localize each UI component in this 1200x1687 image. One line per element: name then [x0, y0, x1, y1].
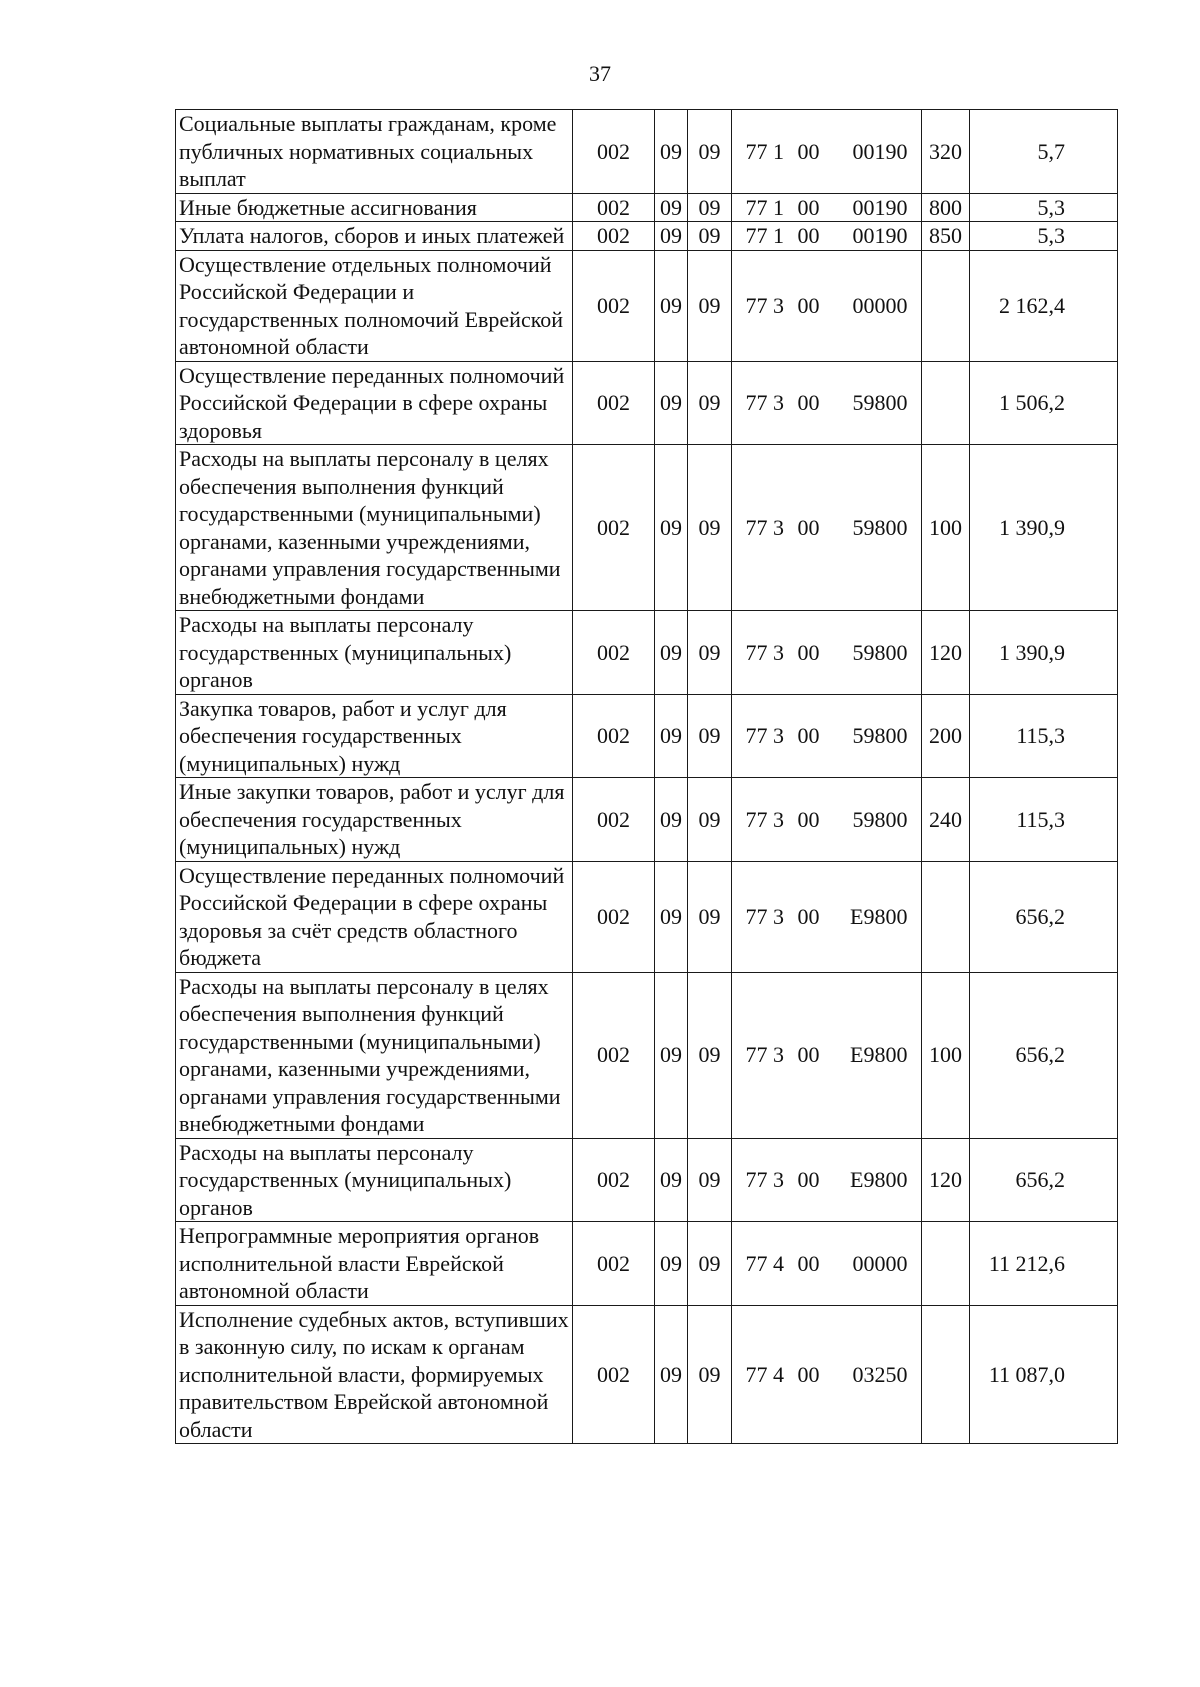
target-article-subprogram: 3 [773, 639, 784, 665]
subsection-code-cell: 09 [688, 611, 732, 695]
target-article-program: 77 [745, 639, 768, 665]
target-article-program: 77 [745, 223, 768, 248]
amount-cell: 656,2 [970, 972, 1118, 1138]
amount-cell: 5,7 [970, 110, 1118, 194]
target-article-direction: Е9800 [850, 1167, 908, 1192]
section-code-cell: 09 [655, 110, 688, 194]
ministry-code-cell: 002 [573, 611, 655, 695]
table-row [176, 1305, 1118, 1444]
target-article-subprogram: 3 [773, 390, 784, 415]
target-article-main-event: 00 [797, 1250, 820, 1276]
expense-name-cell: Закупка товаров, работ и услуг для обеспечения государственных (муниципальных) нужд [176, 694, 573, 778]
target-article-subprogram: 3 [773, 1042, 784, 1068]
table-row [176, 1138, 1118, 1222]
ministry-code-cell: 002 [573, 694, 655, 778]
subsection-code-cell: 09 [688, 694, 732, 778]
amount-cell: 5,3 [970, 193, 1118, 222]
ministry-code-cell: 002 [573, 1222, 655, 1306]
expense-type-cell [922, 1305, 970, 1444]
table-row [176, 778, 1118, 862]
target-article-subprogram: 4 [773, 1250, 784, 1276]
target-article-program: 77 [745, 138, 768, 164]
expense-name-cell: Осуществление переданных полномочий Российской Федерации в сфере охраны здоровья [176, 361, 573, 445]
expense-name-cell: Непрограммные мероприятия органов исполнительной власти Еврейской автономной области [176, 1222, 573, 1306]
section-code-cell: 09 [655, 972, 688, 1138]
target-article-direction: Е9800 [850, 903, 908, 929]
table-row [176, 861, 1118, 972]
ministry-code-cell: 002 [573, 778, 655, 862]
target-article-program: 77 [745, 903, 768, 929]
target-article-direction: 00000 [852, 292, 908, 318]
subsection-code-cell: 09 [688, 193, 732, 222]
target-article-program: 77 [745, 1361, 768, 1387]
table-row [176, 110, 1118, 194]
target-article-main-event: 00 [797, 806, 820, 832]
target-article-main-event: 00 [797, 138, 820, 164]
target-article-subprogram: 1 [773, 194, 784, 220]
expense-name-cell: Социальные выплаты гражданам, кроме публичных нормативных социальных выплат [176, 110, 573, 194]
amount-cell: 5,3 [970, 222, 1118, 251]
ministry-code-cell: 002 [573, 445, 655, 611]
target-article-direction: 00190 [852, 223, 908, 248]
ministry-code-cell: 002 [573, 110, 655, 194]
ministry-code-cell: 002 [573, 250, 655, 361]
expense-type-cell: 120 [922, 611, 970, 695]
target-article-main-event: 00 [797, 639, 820, 665]
target-article-cell [732, 193, 922, 222]
section-code-cell: 09 [655, 361, 688, 445]
target-article-direction: 00190 [852, 138, 908, 164]
target-article-direction: Е9800 [850, 1042, 908, 1068]
budget-table [175, 109, 1118, 1444]
ministry-code-cell: 002 [573, 361, 655, 445]
expense-type-cell: 100 [922, 972, 970, 1138]
table-row [176, 361, 1118, 445]
expense-name-cell: Осуществление отдельных полномочий Российской Федерации и государственных полномочий Еврейской автономной области [176, 250, 573, 361]
subsection-code-cell: 09 [688, 861, 732, 972]
target-article-cell [732, 110, 922, 194]
section-code-cell: 09 [655, 778, 688, 862]
table-body [176, 110, 1118, 1444]
target-article-main-event: 00 [797, 723, 820, 748]
amount-cell: 656,2 [970, 1138, 1118, 1222]
expense-type-cell: 850 [922, 222, 970, 251]
target-article-program: 77 [745, 723, 768, 748]
amount-cell: 1 390,9 [970, 445, 1118, 611]
target-article-cell [732, 611, 922, 695]
table-row [176, 611, 1118, 695]
amount-cell: 1 390,9 [970, 611, 1118, 695]
target-article-main-event: 00 [797, 1361, 820, 1387]
target-article-cell [732, 778, 922, 862]
table-row [176, 445, 1118, 611]
table-row [176, 193, 1118, 222]
target-article-program: 77 [745, 1250, 768, 1276]
ministry-code-cell: 002 [573, 193, 655, 222]
target-article-main-event: 00 [797, 390, 820, 415]
target-article-subprogram: 3 [773, 903, 784, 929]
target-article-main-event: 00 [797, 292, 820, 318]
target-article-subprogram: 3 [773, 292, 784, 318]
section-code-cell: 09 [655, 1305, 688, 1444]
subsection-code-cell: 09 [688, 1305, 732, 1444]
target-article-program: 77 [745, 1167, 768, 1192]
target-article-direction: 00190 [852, 194, 908, 220]
target-article-cell [732, 972, 922, 1138]
expense-type-cell: 240 [922, 778, 970, 862]
amount-cell: 2 162,4 [970, 250, 1118, 361]
section-code-cell: 09 [655, 611, 688, 695]
table-row [176, 250, 1118, 361]
target-article-subprogram: 3 [773, 514, 784, 540]
expense-name-cell: Иные закупки товаров, работ и услуг для обеспечения государственных (муниципальных) нужд [176, 778, 573, 862]
section-code-cell: 09 [655, 1222, 688, 1306]
expense-name-cell: Расходы на выплаты персоналу государственных (муниципальных) органов [176, 1138, 573, 1222]
amount-cell: 115,3 [970, 694, 1118, 778]
target-article-direction: 59800 [852, 514, 908, 540]
amount-cell: 115,3 [970, 778, 1118, 862]
target-article-cell [732, 250, 922, 361]
target-article-cell [732, 1222, 922, 1306]
page-number: 37 [589, 61, 611, 86]
table-row [176, 694, 1118, 778]
section-code-cell: 09 [655, 861, 688, 972]
target-article-subprogram: 1 [773, 138, 784, 164]
target-article-main-event: 00 [797, 1167, 820, 1192]
section-code-cell: 09 [655, 222, 688, 251]
target-article-cell [732, 222, 922, 251]
target-article-subprogram: 3 [773, 806, 784, 832]
target-article-cell [732, 361, 922, 445]
ministry-code-cell: 002 [573, 972, 655, 1138]
target-article-program: 77 [745, 806, 768, 832]
target-article-direction: 03250 [852, 1361, 908, 1387]
expense-name-cell: Исполнение судебных актов, вступивших в законную силу, по искам к органам исполнительной власти, формируемых правительством Еврейской автономной области [176, 1305, 573, 1444]
target-article-main-event: 00 [797, 223, 820, 248]
amount-cell: 11 212,6 [970, 1222, 1118, 1306]
target-article-subprogram: 3 [773, 1167, 784, 1192]
section-code-cell: 09 [655, 193, 688, 222]
expense-type-cell [922, 1222, 970, 1306]
amount-cell: 656,2 [970, 861, 1118, 972]
subsection-code-cell: 09 [688, 445, 732, 611]
amount-cell: 1 506,2 [970, 361, 1118, 445]
ministry-code-cell: 002 [573, 1305, 655, 1444]
target-article-program: 77 [745, 390, 768, 415]
amount-cell: 11 087,0 [970, 1305, 1118, 1444]
target-article-cell [732, 1305, 922, 1444]
target-article-program: 77 [745, 194, 768, 220]
expense-type-cell: 200 [922, 694, 970, 778]
subsection-code-cell: 09 [688, 361, 732, 445]
table-row [176, 1222, 1118, 1306]
target-article-direction: 00000 [852, 1250, 908, 1276]
expense-type-cell: 120 [922, 1138, 970, 1222]
target-article-cell [732, 694, 922, 778]
section-code-cell: 09 [655, 250, 688, 361]
subsection-code-cell: 09 [688, 1138, 732, 1222]
subsection-code-cell: 09 [688, 972, 732, 1138]
expense-type-cell: 800 [922, 193, 970, 222]
target-article-program: 77 [745, 292, 768, 318]
target-article-subprogram: 1 [773, 223, 784, 248]
section-code-cell: 09 [655, 694, 688, 778]
target-article-main-event: 00 [797, 1042, 820, 1068]
target-article-main-event: 00 [797, 194, 820, 220]
expense-name-cell: Расходы на выплаты персоналу в целях обеспечения выполнения функций государственными (муниципальными) органами, казенными учреждениями, органами управления государственными внебюджетными фондами [176, 972, 573, 1138]
target-article-subprogram: 4 [773, 1361, 784, 1387]
expense-type-cell [922, 250, 970, 361]
table-row [176, 972, 1118, 1138]
target-article-direction: 59800 [852, 639, 908, 665]
target-article-program: 77 [745, 514, 768, 540]
expense-type-cell [922, 361, 970, 445]
expense-name-cell: Иные бюджетные ассигнования [176, 193, 573, 222]
target-article-cell [732, 445, 922, 611]
subsection-code-cell: 09 [688, 222, 732, 251]
target-article-main-event: 00 [797, 903, 820, 929]
subsection-code-cell: 09 [688, 778, 732, 862]
expense-name-cell: Уплата налогов, сборов и иных платежей [176, 222, 573, 251]
ministry-code-cell: 002 [573, 1138, 655, 1222]
ministry-code-cell: 002 [573, 222, 655, 251]
subsection-code-cell: 09 [688, 1222, 732, 1306]
target-article-cell [732, 1138, 922, 1222]
target-article-subprogram: 3 [773, 723, 784, 748]
section-code-cell: 09 [655, 445, 688, 611]
target-article-direction: 59800 [852, 806, 908, 832]
expense-type-cell [922, 861, 970, 972]
section-code-cell: 09 [655, 1138, 688, 1222]
subsection-code-cell: 09 [688, 250, 732, 361]
expense-name-cell: Расходы на выплаты персоналу в целях обеспечения выполнения функций государственными (муниципальными) органами, казенными учреждениями, органами управления государственными внебюджетными фондами [176, 445, 573, 611]
expense-type-cell: 100 [922, 445, 970, 611]
table-row [176, 222, 1118, 251]
target-article-program: 77 [745, 1042, 768, 1068]
target-article-direction: 59800 [852, 390, 908, 415]
expense-name-cell: Осуществление переданных полномочий Российской Федерации в сфере охраны здоровья за счёт средств областного бюджета [176, 861, 573, 972]
expense-name-cell: Расходы на выплаты персоналу государственных (муниципальных) органов [176, 611, 573, 695]
target-article-direction: 59800 [852, 723, 908, 748]
target-article-main-event: 00 [797, 514, 820, 540]
ministry-code-cell: 002 [573, 861, 655, 972]
subsection-code-cell: 09 [688, 110, 732, 194]
target-article-cell [732, 861, 922, 972]
expense-type-cell: 320 [922, 110, 970, 194]
